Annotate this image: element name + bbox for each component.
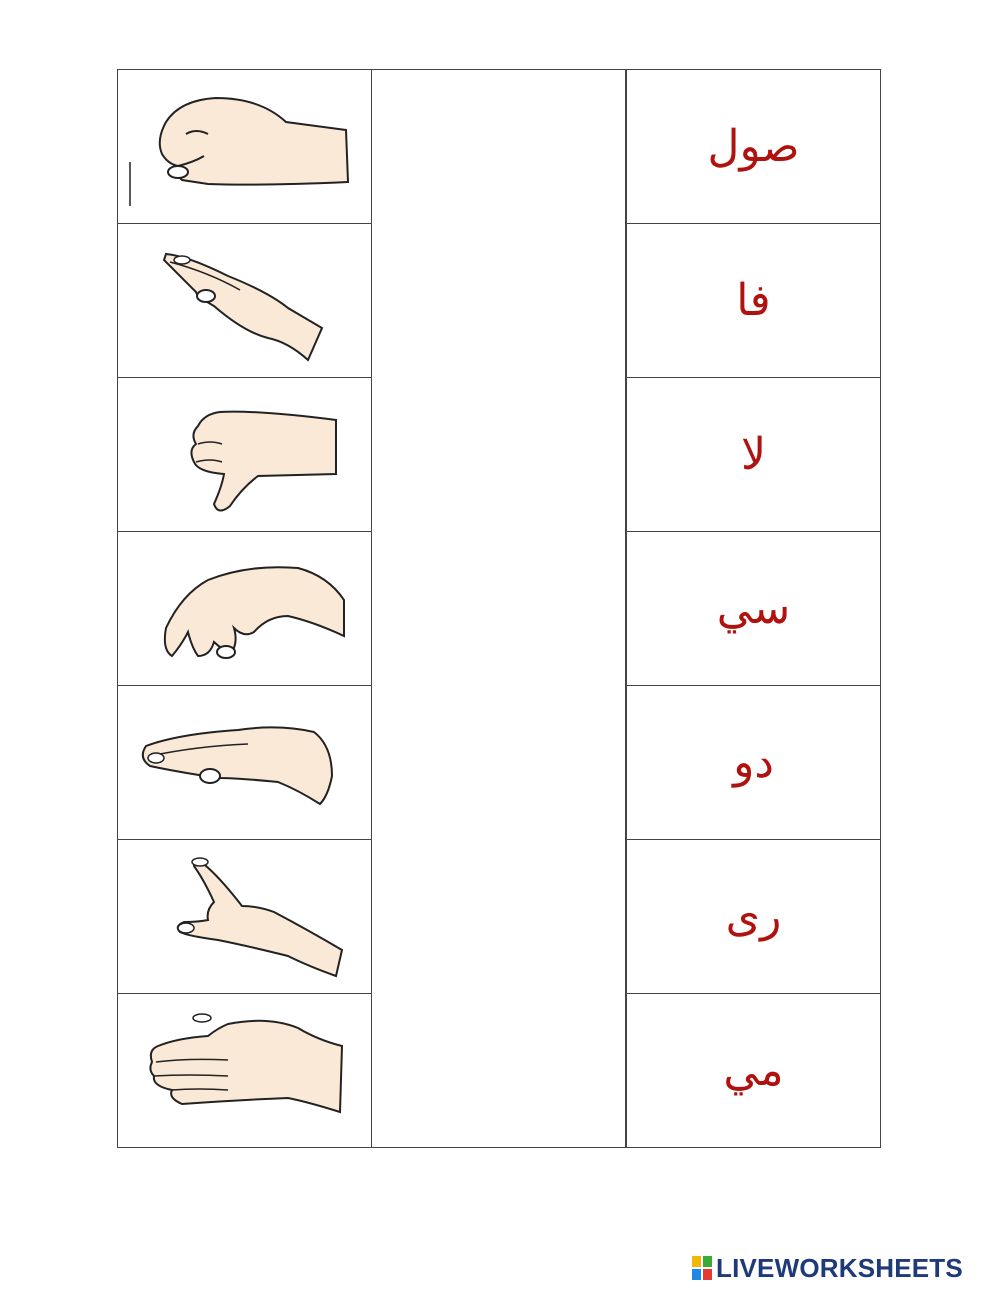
hand-cell xyxy=(117,685,372,840)
label-cell xyxy=(626,377,881,532)
footer-branding xyxy=(692,1253,963,1283)
note-label[interactable]: سي xyxy=(716,582,791,634)
flat-tilted-hand-icon xyxy=(118,224,371,376)
hand-cell xyxy=(117,993,372,1148)
label-cell xyxy=(626,223,881,378)
answer-blank-column[interactable] xyxy=(371,69,626,1148)
pointing-up-hand-icon xyxy=(118,840,371,992)
liveworksheets-logo-icon xyxy=(692,1256,712,1280)
label-cell xyxy=(626,531,881,686)
note-label[interactable]: رى xyxy=(725,890,782,942)
closed-fist-hand-icon xyxy=(118,70,371,222)
note-label[interactable]: مي xyxy=(723,1044,784,1096)
hand-signs-column xyxy=(117,69,372,1148)
hand-cell xyxy=(117,69,372,224)
open-palm-hand-icon xyxy=(118,994,371,1146)
brand-name: LIVEWORKSHEETS xyxy=(716,1252,963,1283)
matching-worksheet-table xyxy=(117,69,881,1148)
note-label[interactable]: فا xyxy=(736,274,771,326)
hand-cell xyxy=(117,531,372,686)
label-cell xyxy=(626,993,881,1148)
note-label[interactable]: لا xyxy=(740,428,767,480)
hand-cell xyxy=(117,377,372,532)
label-cell xyxy=(626,69,881,224)
hand-cell xyxy=(117,839,372,994)
hand-thumb-down-icon xyxy=(118,378,371,530)
hand-cell xyxy=(117,223,372,378)
note-label[interactable]: دو xyxy=(733,736,774,788)
note-label[interactable]: صول xyxy=(707,120,800,172)
label-cell xyxy=(626,685,881,840)
note-names-column xyxy=(626,69,881,1148)
flat-horizontal-hand-icon xyxy=(118,686,371,838)
hanging-fingers-hand-icon xyxy=(118,532,371,684)
label-cell xyxy=(626,839,881,994)
